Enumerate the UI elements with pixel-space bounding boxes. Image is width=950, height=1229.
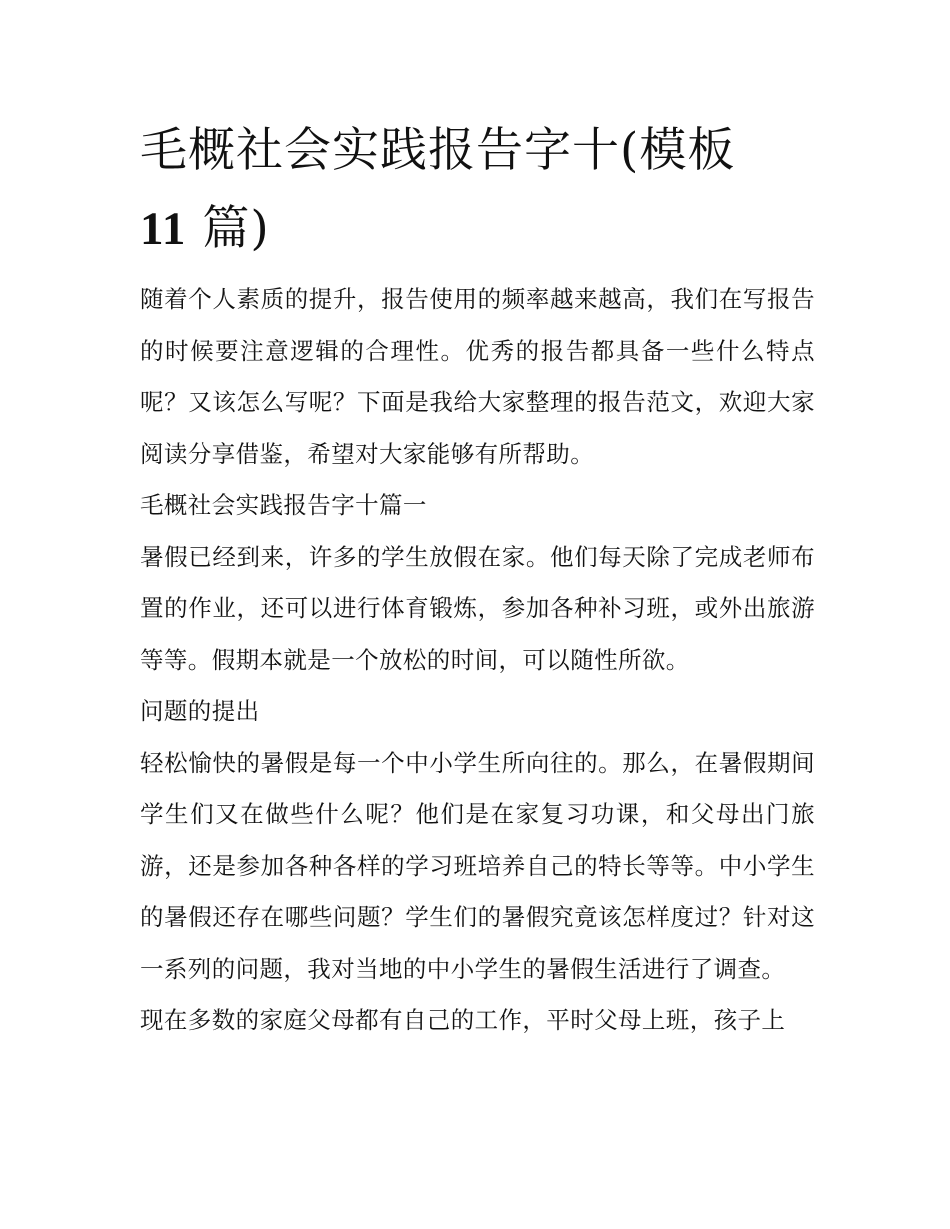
document-page [140,112,815,1047]
title-number: 11 [140,203,187,255]
title-line-2: 篇) [186,201,270,256]
body-paragraph: 轻松愉快的暑假是每一个中小学生所向往的。那么，在暑假期间学生们又在做些什么呢？他们是在家复习功课，和父母出门旅游，还是参加各种各样的学习班培养自己的特长等等。中小学生的暑假还存在哪些问题？学生们的暑假究竟该怎样度过？针对这一系列的问题，我对当地的中小学生的暑假生活进行了调查。 [140,748,815,983]
title-line-1: 毛概社会实践报告字十(模板 [140,123,736,178]
body-paragraph: 暑假已经到来，许多的学生放假在家。他们每天除了完成老师布置的作业，还可以进行体育锻炼，参加各种补习班，或外出旅游等等。假期本就是一个放松的时间，可以随性所欲。 [140,542,815,674]
section-heading: 毛概社会实践报告字十篇一 [140,491,427,519]
document-title [140,112,815,268]
intro-paragraph: 随着个人素质的提升，报告使用的频率越来越高，我们在写报告的时候要注意逻辑的合理性。优秀的报告都具备一些什么特点呢？又该怎么写呢？下面是我给大家整理的报告范文，欢迎大家阅读分享借鉴，希望对大家能够有所帮助。 [140,285,815,468]
body-paragraph: 现在多数的家庭父母都有自己的工作，平时父母上班，孩子上 [140,1006,786,1034]
subheading: 问题的提出 [140,697,260,725]
